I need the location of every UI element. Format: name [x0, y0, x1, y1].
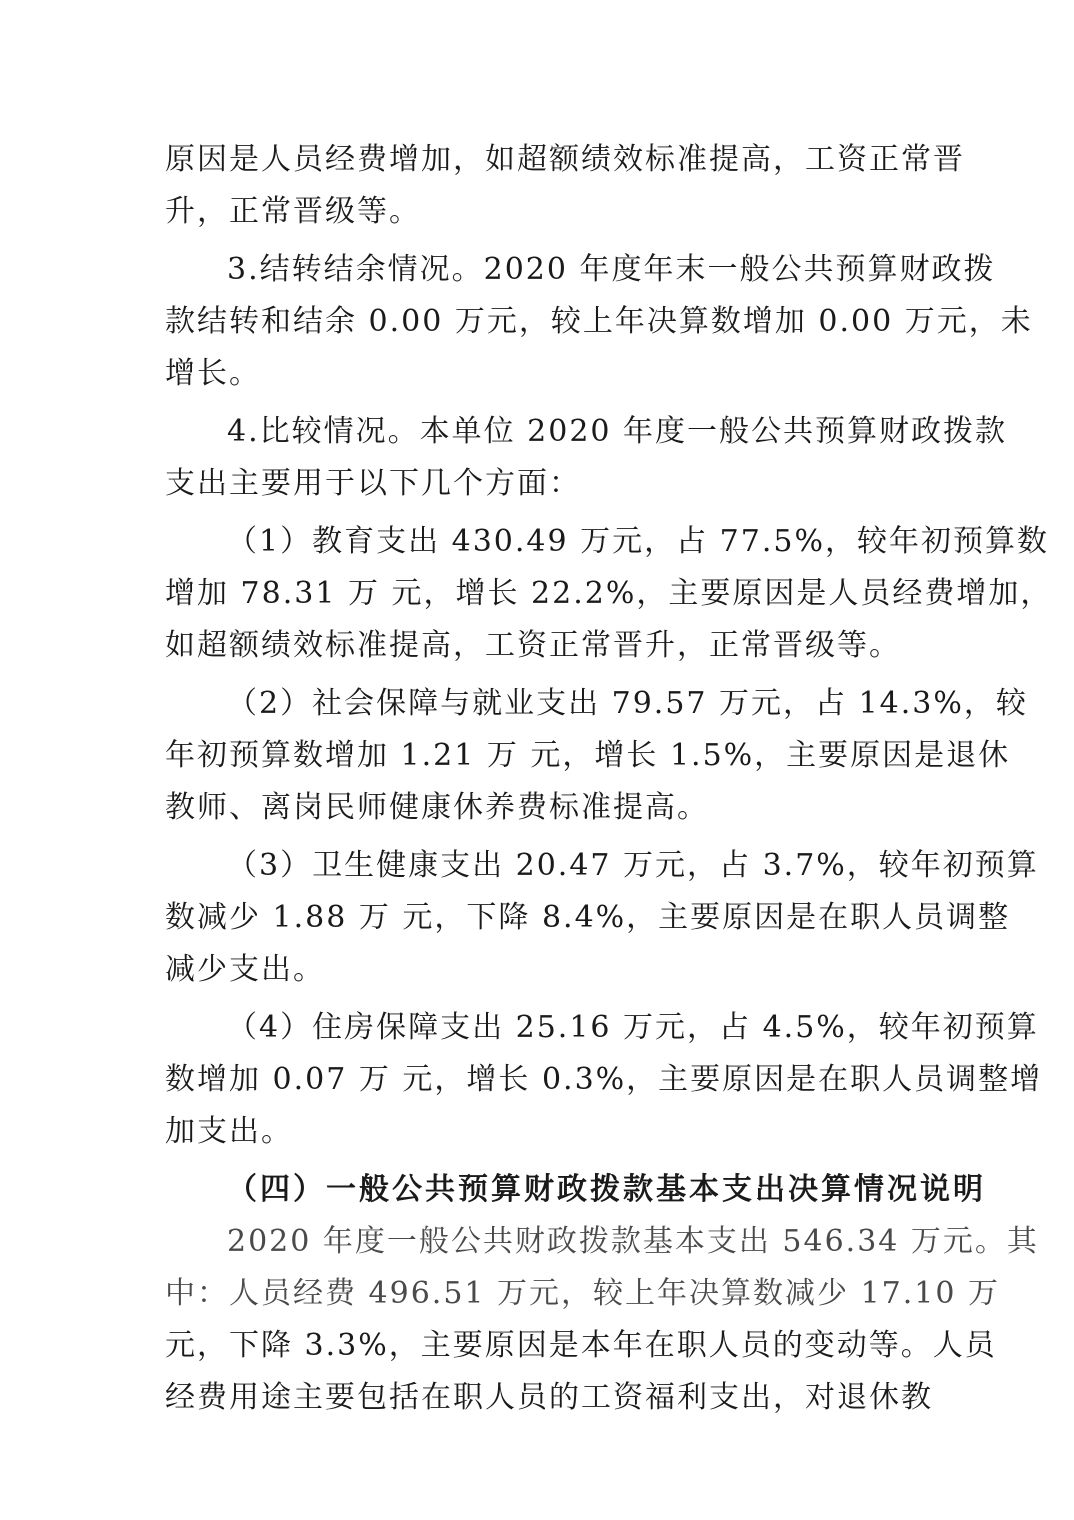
- paragraph-continuation: [165, 134, 965, 238]
- text-line: 数增加 0.07 万 元，增长 0.3%，主要原因是在职人员调整增: [165, 1062, 1043, 1097]
- text-line: 款结转和结余 0.00 万元，较上年决算数增加 0.00 万元，未: [165, 304, 1033, 339]
- section-heading-text: （四）一般公共预算财政拨款基本支出决算情况说明: [227, 1172, 986, 1207]
- text-line: （1）教育支出 430.49 万元，占 77.5%，较年初预算数: [227, 524, 1049, 559]
- text-line: 4.比较情况。本单位 2020 年度一般公共预算财政拨款: [227, 414, 1008, 449]
- text-line: 年初预算数增加 1.21 万 元，增长 1.5%，主要原因是退休: [165, 738, 1011, 773]
- text-line: 增长。: [165, 356, 261, 391]
- text-line: 支出主要用于以下几个方面：: [165, 466, 581, 501]
- text-line: 升，正常晋级等。: [165, 194, 421, 229]
- paragraph-basic-expenditure: [165, 1216, 1039, 1424]
- paragraph-carryover-balance: [165, 244, 1033, 400]
- text-line: 数减少 1.88 万 元，下降 8.4%，主要原因是在职人员调整: [165, 900, 1011, 935]
- text-line: 3.结转结余情况。2020 年度年末一般公共预算财政拨: [227, 252, 996, 287]
- paragraph-education: [165, 516, 1053, 672]
- text-line: 经费用途主要包括在职人员的工资福利支出，对退休教: [165, 1380, 933, 1415]
- paragraph-social-security: [165, 678, 1028, 834]
- text-line: 元，下降 3.3%，主要原因是本年在职人员的变动等。人员: [165, 1328, 997, 1363]
- paragraph-housing: [165, 1002, 1043, 1158]
- document-page: [165, 134, 1053, 1424]
- text-line: （2）社会保障与就业支出 79.57 万元，占 14.3%，较: [227, 686, 1028, 721]
- text-line: 教师、离岗民师健康休养费标准提高。: [165, 790, 709, 825]
- text-line: 2020 年度一般公共财政拨款基本支出 546.34 万元。其: [227, 1224, 1039, 1259]
- paragraph-health: [165, 840, 1039, 996]
- section-heading: [165, 1164, 986, 1216]
- text-line: 中：人员经费 496.51 万元，较上年决算数减少 17.10 万: [165, 1276, 1000, 1311]
- text-line: 如超额绩效标准提高，工资正常晋升，正常晋级等。: [165, 628, 901, 663]
- text-line: （4）住房保障支出 25.16 万元，占 4.5%，较年初预算: [227, 1010, 1039, 1045]
- text-line: 增加 78.31 万 元，增长 22.2%，主要原因是人员经费增加，: [165, 576, 1053, 611]
- text-line: 减少支出。: [165, 952, 325, 987]
- paragraph-comparison: [165, 406, 1008, 510]
- text-line: （3）卫生健康支出 20.47 万元，占 3.7%，较年初预算: [227, 848, 1039, 883]
- text-line: 原因是人员经费增加，如超额绩效标准提高，工资正常晋: [165, 142, 965, 177]
- text-line: 加支出。: [165, 1114, 293, 1149]
